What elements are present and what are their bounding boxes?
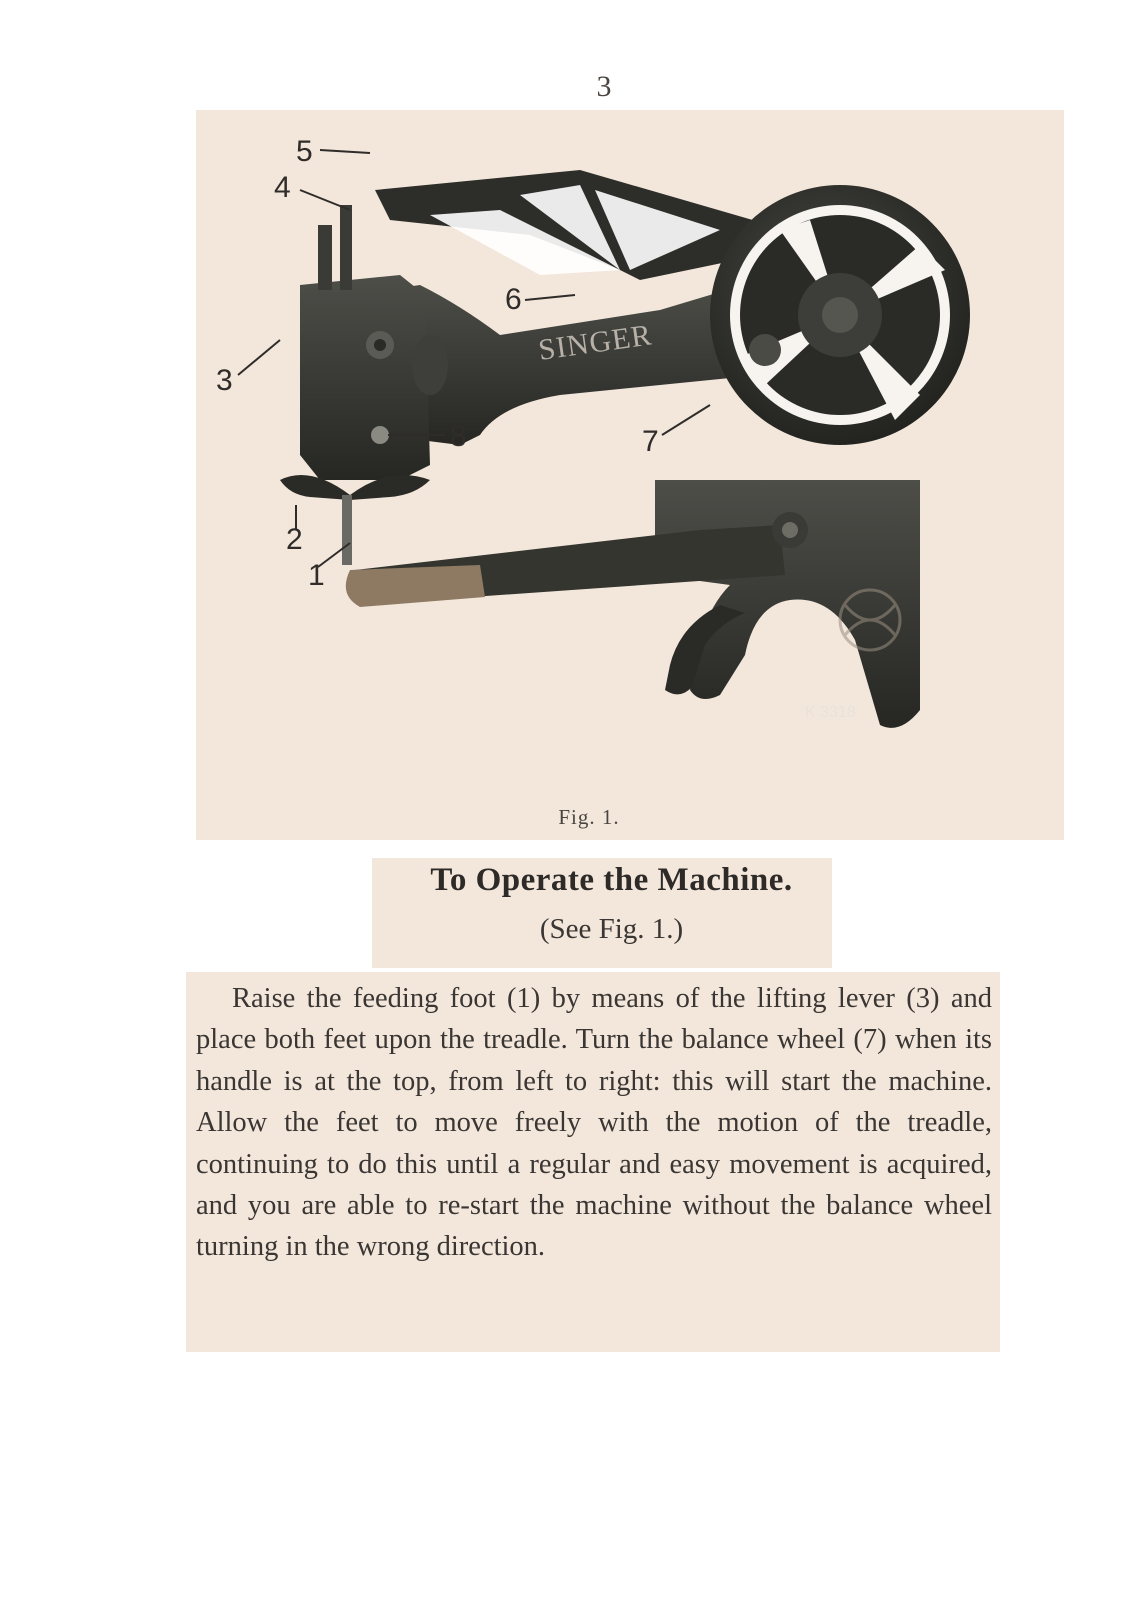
section-subheading: (See Fig. 1.) (539, 913, 684, 945)
callout-line-7 (662, 405, 710, 435)
callout-5: 5 (296, 135, 313, 168)
machine-needle (342, 495, 352, 565)
callout-line-5 (320, 150, 370, 153)
figure-sewing-machine (200, 135, 1060, 785)
callout-line-3 (238, 340, 280, 375)
instruction-paragraph: Raise the feeding foot (1) by means of the lifting lever (3) and place both feet upon the treadle. Turn the balance wheel (7) when its handle is at the top, from left to right: this will start the machine. Allow the feet to move freely with the motion of the treadle, continuing to do this until a regular and easy movement is acquired, and you are able to re-start the machine without the balance wheel turning in the wrong direction. (196, 983, 992, 1263)
callout-line-6 (525, 295, 575, 300)
callout-1: 1 (308, 559, 325, 592)
callout-line-4 (300, 190, 350, 210)
callout-3: 3 (216, 364, 233, 397)
balance-wheel (710, 185, 970, 445)
callout-7: 7 (642, 425, 659, 458)
machine-tension-post (318, 225, 332, 290)
machine-head (300, 275, 430, 480)
callout-2: 2 (286, 523, 303, 556)
sewing-machine-illustration (200, 135, 1060, 785)
section-heading: To Operate the Machine. (430, 862, 793, 898)
callout-4: 4 (274, 171, 291, 204)
callout-6: 6 (505, 283, 522, 316)
machine-horn-tip (346, 565, 485, 607)
figure-caption: Fig. 1. (558, 805, 620, 829)
page-number: 3 (596, 70, 612, 103)
model-mark: K 3318 (805, 704, 856, 721)
machine-brand: SINGER (536, 318, 655, 367)
callout-8: 8 (450, 420, 467, 453)
